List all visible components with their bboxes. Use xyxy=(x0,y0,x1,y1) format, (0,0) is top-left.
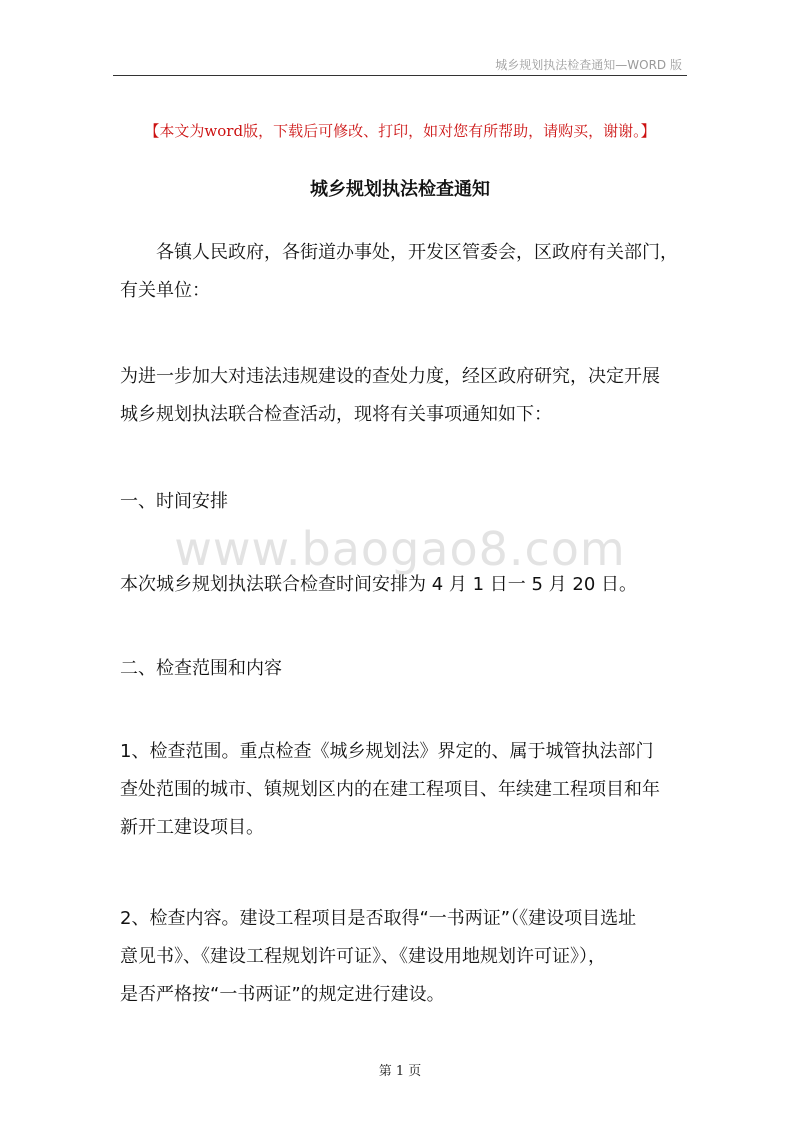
paragraph-line: 各镇人民政府，各街道办事处，开发区管委会，区政府有关部门， xyxy=(156,242,678,263)
header-divider xyxy=(113,75,687,76)
intro-paragraph xyxy=(120,358,685,434)
page-number: 第 1 页 xyxy=(378,1064,422,1079)
paragraph-line: 2、检查内容。建设工程项目是否取得“一书两证”（《建设项目选址 xyxy=(120,908,637,929)
addressee-paragraph xyxy=(120,234,685,310)
schedule-paragraph xyxy=(120,566,685,604)
purchase-notice: 【本文为word版，下载后可修改、打印，如对您有所帮助，请购买，谢谢。】 xyxy=(144,122,656,140)
paragraph-line: 1、检查范围。重点检查《城乡规划法》界定的、属于城管执法部门 xyxy=(120,741,654,762)
paragraph-line: 为进一步加大对违法违规建设的查处力度，经区政府研究，决定开展 xyxy=(120,366,660,387)
paragraph-line: 是否严格按“一书两证”的规定进行建设。 xyxy=(120,984,445,1005)
running-header: 城乡规划执法检查通知—WORD 版 xyxy=(495,58,682,72)
paragraph-line: 新开工建设项目。 xyxy=(120,817,264,838)
paragraph-line: 城乡规划执法联合检查活动，现将有关事项通知如下： xyxy=(120,404,552,425)
paragraph-line: 一、时间安排 xyxy=(120,491,228,512)
section-heading-scope xyxy=(120,650,685,688)
scope-paragraph xyxy=(120,733,685,847)
content-paragraph xyxy=(120,900,685,1014)
paragraph-line: 意见书》、《建设工程规划许可证》、《建设用地规划许可证》）， xyxy=(120,946,606,967)
paragraph-line: 本次城乡规划执法联合检查时间安排为 4 月 1 日一 5 月 20 日。 xyxy=(120,574,638,595)
document-title: 城乡规划执法检查通知 xyxy=(310,179,490,200)
section-heading-schedule xyxy=(120,483,685,521)
paragraph-line: 二、检查范围和内容 xyxy=(120,658,282,679)
paragraph-line: 有关单位： xyxy=(120,280,210,301)
watermark: www.baogao8.com xyxy=(174,522,626,576)
paragraph-line: 查处范围的城市、镇规划区内的在建工程项目、年续建工程项目和年 xyxy=(120,779,660,800)
